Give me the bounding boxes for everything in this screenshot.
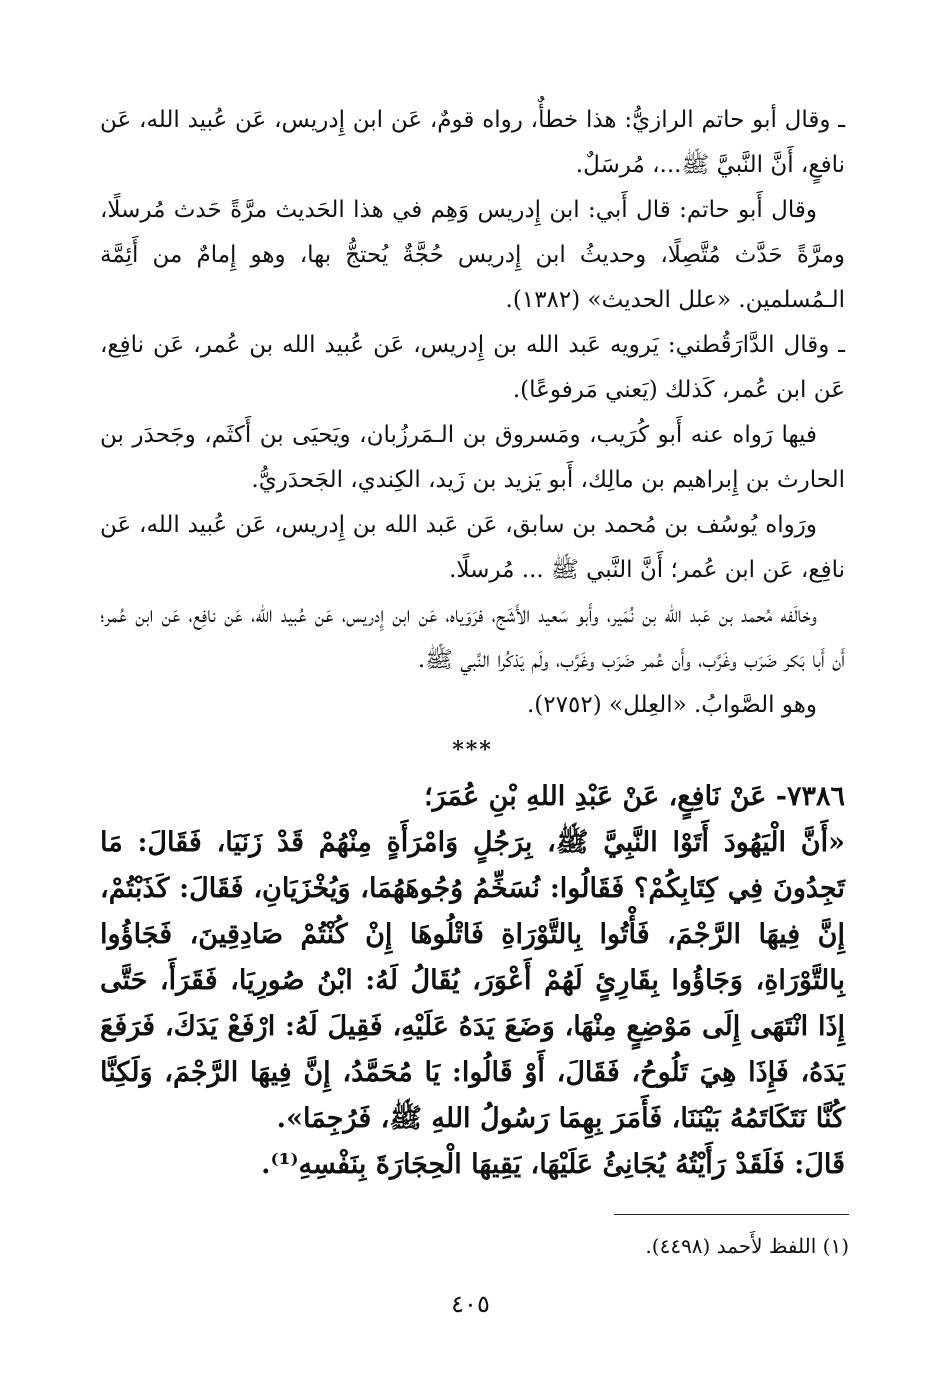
hadith-closing: قَالَ: فَلَقَدْ رَأَيْتُهُ يُجَانِئُ عَلَيْهَا، يَقِيهَا الْحِجَارَةَ بِنَفْسِهِ⁽¹⁾. [261,1149,845,1180]
paragraph-abu-hatim-razi: ـ وقال أبو حاتم الرازيُّ: هذا خطأٌ، رواه قومٌ، عَن ابن إِدريس، عَن عُبيد الله، عَن نافعٍ، أَنَّ النَّبيَّ ﷺ...، مُرسَلٌ. [100,107,846,178]
paragraph-khalafahu: وخالَفه مُحمد بن عَبد الله بن نُمَير، وأَبو سَعيد الأَشَج، فرَوَياه، عَن ابن إِدريس، عَن عُبيد الله، عَن نافِع، عَن ابن عُمر؛ أَن أَبا بَكر ضَرَب وغَرَّب، وأَن عُمر ضَرَب وغَرَّب، ولَم يَذكُرا النَّبي ﷺ. [100,602,845,673]
hadith-text: «أَنَّ الْيَهُودَ أَتَوْا النَّبِيَّ ﷺ، بِرَجُلٍ وَامْرَأَةٍ مِنْهُمْ قَدْ زَنَيَا، فَقَالَ: مَا تَجِدُونَ فِي كِتَابِكُمْ؟ فَقَالُوا: نُسَخِّمُ وُجُوهَهُمَا، وَيُخْزَيَانِ، فَقَالَ: كَذَبْتُمْ، إِنَّ فِيهَا الرَّجْمَ، فَأْتُوا بِالتَّوْرَاةِ فَاتْلُوهَا إِنْ كُنْتُمْ صَادِقِينَ، فَجَاؤُوا بِالتَّوْرَاةِ، وَجَاؤُوا بِقَارِئٍ لَهُمْ أَعْوَرَ، يُقَالُ لَهُ: ابْنُ صُورِيَا، فَقَرَأَ، حَتَّى إِذَا انْتَهَى إِلَى مَوْضِعٍ مِنْهَا، وَضَعَ يَدَهُ عَلَيْهِ، فَقِيلَ لَهُ: ارْفَعْ يَدَكَ، فَرَفَعَ يَدَهُ، فَإِذَا هِيَ تَلُوحُ، فَقَالَ، أَوْ قَالُوا: يَا مُحَمَّدُ، إِنَّ فِيهَا الرَّجْمَ، وَلَكِنَّا كُنَّا نَتَكَاتَمُهُ بَيْنَنَا، فَأَمَرَ بِهِمَا رَسُولُ اللهِ ﷺ، فَرُجِمَا». [100,827,845,1134]
paragraph-daraqutni: ـ وقال الدَّارَقُطني: يَرويه عَبد الله بن إِدريس، عَن عُبيد الله بن عُمر، عَن نافِع، عَن ابن عُمر، كَذلك (يَعني مَرفوعًا). [100,332,845,403]
page-number: ٤٠٥ [451,1290,490,1318]
hadith-heading: ٧٣٨٦- عَنْ نَافِعٍ، عَنْ عَبْدِ اللهِ بْنِ عُمَرَ؛ [424,781,845,812]
paragraph-abu-hatim-father: وقال أَبو حاتم: قال أَبي: ابن إِدريس وَهِم في هذا الحَديث مرَّةً حَدث مُرسلًا، ومرَّةً حَدَّث مُتَّصِلًا، وحديثُ ابن إِدريس حُجَّةٌ يُحتجُّ بها، وهو إِمامٌ من أَئِمَّة الـمُسلمين. «علل الحديث» (١٣٨٢). [100,197,845,313]
paragraph-narrators: فيها رَواه عنه أَبو كُرَيب، ومَسروق بن الـمَرزُبان، ويَحيَى بن أَكثَم، وجَحدَر بن الحارث بن إِبراهيم بن مالِك، أَبو يَزيد بن زَيد، الكِندي، الجَحدَريُّ. [100,422,845,493]
section-separator: *** [452,737,493,763]
footnote-divider [614,1214,849,1215]
page-body [100,98,845,1188]
paragraph-sawab: وهو الصَّوابُ. «العِلل» (٢٧٥٢). [527,692,817,718]
paragraph-yusuf: ورَواه يُوسُف بن مُحمد بن سابق، عَن عَبد الله بن إِدريس، عَن عُبيد الله، عَن نافِع، عَن ابن عُمر؛ أَنَّ النَّبي ﷺ ... مُرسلًا. [100,512,845,583]
footnote: (١) اللفظ لأَحمد (٤٤٩٨). [645,1234,849,1258]
